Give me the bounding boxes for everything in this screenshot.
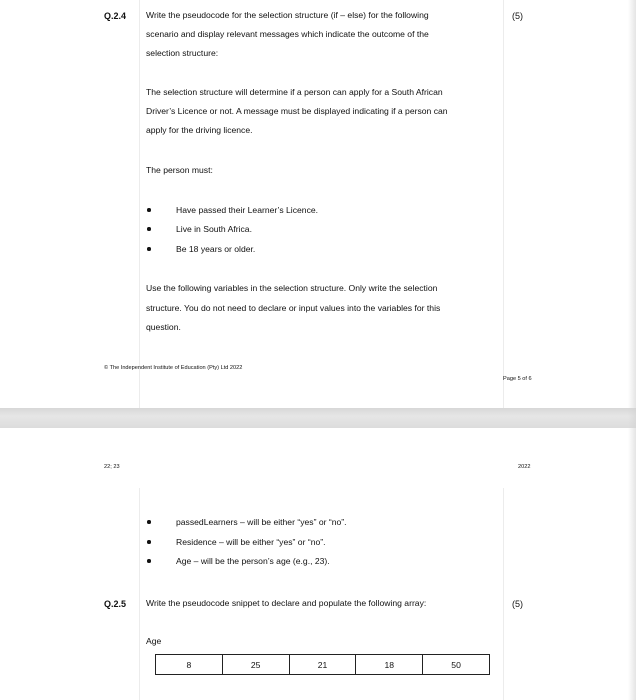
variables-instruction-line: structure. You do not need to declare or input values into the variables for this [146, 303, 441, 313]
age-array-table [155, 654, 490, 675]
scan-edge-shadow [628, 0, 636, 700]
question-number: Q.2.4 [104, 11, 127, 21]
question-intro-line: selection structure: [146, 48, 219, 58]
document-page-6: 22; 23 2022 passedLearners – will be either “yes” or “no”. Residence – will be either “yes” or “no”. Age – will be the person’s age (e.g., 23). Q.2.5 Write the pseudocode snippet to declare and populate the following array: (5) Age [0, 428, 636, 700]
copyright-footer: © The Independent Institute of Education (Pty) Ltd 2022 [104, 365, 243, 371]
column-divider [139, 0, 140, 408]
page-gap [0, 408, 636, 428]
bullet-icon [147, 520, 151, 524]
header-left: 22; 23 [104, 464, 120, 470]
bullet-icon [147, 540, 151, 544]
array-name: Age [146, 636, 162, 646]
bullet-icon [147, 559, 151, 563]
question-marks: (5) [512, 599, 523, 609]
requirements-heading: The person must: [146, 165, 213, 175]
array-cell: 50 [423, 655, 490, 675]
question-text: Write the pseudocode snippet to declare and populate the following array: [146, 598, 427, 608]
page-number: Page 5 of 6 [503, 376, 532, 382]
column-divider [139, 488, 140, 700]
question-intro-line: scenario and display relevant messages which indicate the outcome of the [146, 29, 429, 39]
variables-instruction-line: Use the following variables in the selection structure. Only write the selection [146, 283, 438, 293]
bullet-icon [147, 208, 151, 212]
question-marks: (5) [512, 11, 523, 21]
scenario-line: apply for the driving licence. [146, 125, 253, 135]
question-intro-line: Write the pseudocode for the selection structure (if – else) for the following [146, 10, 429, 20]
bullet-icon [147, 227, 151, 231]
header-right: 2022 [518, 464, 531, 470]
scenario-line: The selection structure will determine if a person can apply for a South African [146, 87, 443, 97]
bullet-icon [147, 247, 151, 251]
table-row [156, 655, 490, 675]
scenario-line: Driver’s Licence or not. A message must be displayed indicating if a person can [146, 106, 448, 116]
column-divider [503, 488, 504, 700]
variables-instruction-line: question. [146, 322, 181, 332]
question-number: Q.2.5 [104, 599, 127, 609]
column-divider [503, 0, 504, 408]
array-cell: 18 [356, 655, 423, 675]
array-cell: 25 [222, 655, 289, 675]
document-page-5: Q.2.4 (5) Write the pseudocode for the selection structure (if – else) for the following scenario and display relevant messages which indicate the outcome of the selection structure: The selection structure will determine if a person can apply for a South African Driver’s Licence or not. A message must be displayed indicating if a person can apply for the driving licence. The person must: Have passed their Learner’s Licence. Live in South Africa. Be 18 years or older. Use the following variables in the selection structure. Only write the selection structure. You do not need to declare or input values into the variables for this question. © The Independent Institute of Education (Pty) Ltd 2022 Page 5 of 6 [0, 0, 636, 408]
array-cell: 21 [289, 655, 356, 675]
array-cell: 8 [156, 655, 223, 675]
